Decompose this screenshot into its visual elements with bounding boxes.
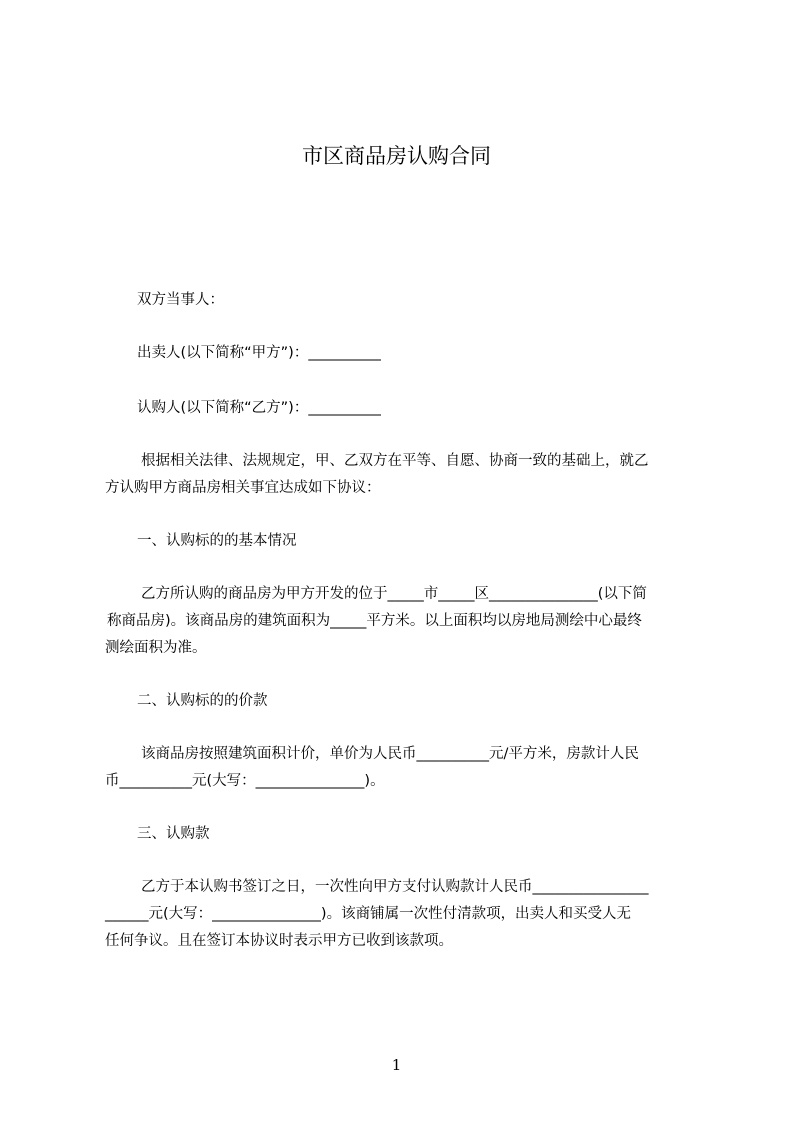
- preamble-line-2: 方认购甲方商品房相关事宜达成如下协议：: [105, 480, 381, 496]
- section1-heading: 一、认购标的的基本情况: [137, 533, 297, 549]
- section2-line-1: 该商品房按照建筑面积计价，单价为人民币__________元/平方米，房款计人民: [141, 746, 639, 762]
- section2-line-2: 币__________元(大写：_______________)。: [105, 773, 385, 789]
- section3-line-2: ______元(大写：_______________)。该商铺属一次性付清款项，出卖人和买受人无: [105, 906, 632, 922]
- seller-line: 出卖人(以下简称“甲方”)：__________: [137, 345, 381, 361]
- section2-heading: 二、认购标的的价款: [137, 693, 268, 709]
- buyer-line: 认购人(以下简称“乙方”)：__________: [137, 400, 381, 416]
- document-title: 市区商品房认购合同: [302, 144, 491, 168]
- page-number: 1: [391, 1056, 402, 1074]
- parties-heading: 双方当事人：: [137, 292, 224, 308]
- section1-line-3: 测绘面积为准。: [105, 640, 207, 656]
- section3-heading: 三、认购款: [137, 826, 210, 842]
- section3-line-1: 乙方于本认购书签订之日，一次性向甲方支付认购款计人民币________________: [141, 879, 649, 895]
- section3-line-3: 任何争议。且在签订本协议时表示甲方已收到该款项。: [105, 933, 453, 949]
- section1-line-1: 乙方所认购的商品房为甲方开发的位于_____市_____区_______________(以下简: [141, 586, 647, 602]
- section1-line-2: 称商品房)。该商品房的建筑面积为_____平方米。以上面积均以房地局测绘中心最终: [107, 613, 642, 629]
- preamble-line-1: 根据相关法律、法规规定，甲、乙双方在平等、自愿、协商一致的基础上，就乙: [141, 453, 649, 469]
